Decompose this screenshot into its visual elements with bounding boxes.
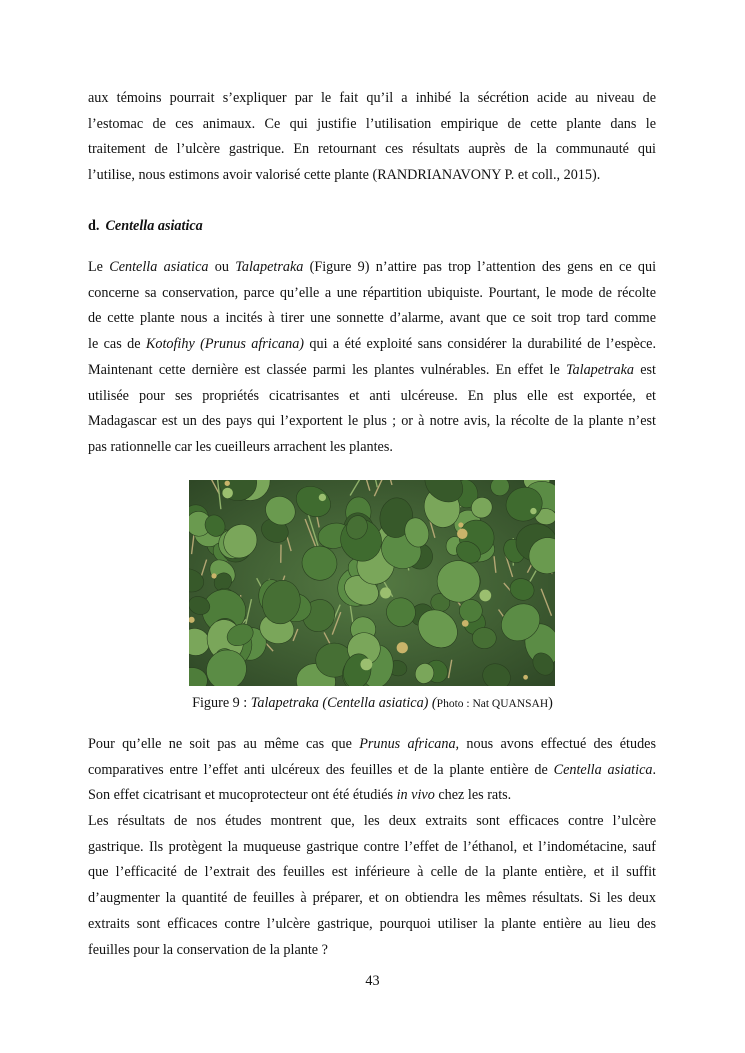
results-paragraph [88,809,656,963]
text-run: le cas de [88,336,146,353]
comparative-paragraph [88,732,656,809]
text-line: d’augmenter la quantité de feuilles à préparer, et on obtiendra les mêmes résultats. Si les deux [88,890,656,907]
text-line [88,783,656,809]
centella-photo [189,480,555,686]
text-line [88,758,656,784]
text-run: . [652,761,657,778]
caption-prefix: Figure 9 : [192,695,251,711]
leaf-illustration [189,480,555,686]
text-line: que l’efficacité de l’extrait des feuilles est inférieure à celle de la plante entière, et il suffit [88,864,656,881]
italic-run: Kotofihy (Prunus africana) [145,336,305,353]
text-run: Son effet cicatrisant et mucoprotecteur ont été étudiés [88,787,397,804]
section-letter: d. [88,218,100,234]
text-line: gastrique. Ils protègent la muqueuse gastrique contre l’effet de l’éthanol, et l’indométacine, sauf [88,838,656,855]
text-run: ou [208,259,236,275]
text-line: de cette plante nous a incités à tirer une sonnette d’alarme, avant que ce soit trop tard comme [88,310,656,327]
text-line: concerne sa conservation, parce qu’elle a une répartition ubiquiste. Pourtant, le mode de récolte [88,284,656,301]
text-run: chez les rats. [434,787,512,804]
text-line [88,732,656,758]
italic-run: in vivo [396,787,435,804]
leaf-highlight [457,529,467,539]
text-line: pas rationnelle car les cueilleurs arrachent les plantes. [88,438,393,455]
text-line [88,332,656,358]
text-run: est [634,361,656,378]
italic-run: Centella asiatica [109,259,209,275]
leaf-highlight [319,494,326,501]
leaf-highlight [530,508,536,514]
italic-run: Talapetraka [235,259,304,275]
leaf-highlight [222,488,233,499]
intro-paragraph [88,86,656,189]
text-line: l’estomac de ces animaux. Ce qui justifie l’utilisation empirique de cette plante dans le [88,115,656,132]
leaf-highlight [225,481,230,486]
leaf-highlight [397,642,408,653]
leaf-highlight [479,590,491,602]
text-run: comparatives entre l’effet anti ulcéreux des feuilles et de la plante entière de [88,761,554,778]
caption-title: Talapetraka (Centella asiatica) ( [250,695,437,711]
text-run: nous avons effectué des études [459,736,656,752]
italic-run: Centella asiatica [553,761,653,778]
figure-caption [0,692,745,715]
text-line: l’utilise, nous estimons avoir valorisé cette plante (RANDRIANAVONY P. et coll., 2015). [88,167,601,184]
centella-paragraph [88,255,656,461]
photo-credit: Photo : Nat QUANSAH [436,698,549,710]
text-line [88,255,656,281]
leaf-highlight [523,675,528,680]
italic-run: Talapetraka [565,361,635,378]
italic-run: Prunus africana, [359,736,460,752]
caption-close: ) [548,695,553,711]
leaf-highlight [462,620,469,627]
text-line: aux témoins pourrait s’expliquer par le fait qu’il a inhibé la sécrétion acide au niveau de [88,90,656,106]
leaf-highlight [380,587,391,598]
section-heading [88,214,203,239]
text-line: traitement de l’ulcère gastrique. En retournant ces résultats auprès de la communauté qui [88,141,656,158]
text-line: Madagascar est un des pays qui l’exportent le plus ; or à notre avis, la récolte de la plante n’est [88,413,656,430]
text-line: Les résultats de nos études montrent que, les deux extraits sont efficaces contre l’ulcère [88,813,656,829]
page-number: 43 [365,973,380,989]
text-line: extraits sont efficaces contre l’ulcère gastrique, pourquoi utiliser la plante entière au lieu des [88,915,656,932]
text-run: (Figure 9) n’attire pas trop l’attention des gens en ce qui [303,259,657,275]
text-line: feuilles pour la conservation de la plante ? [88,941,328,958]
leaf-highlight [458,522,463,527]
text-line [88,358,656,384]
text-run: Le [88,259,110,275]
text-line: utilisée pour ses propriétés cicatrisantes et anti ulcéreuse. En plus elle est exportée, et [88,387,656,404]
section-title: Centella asiatica [105,218,203,234]
text-run: Pour qu’elle ne soit pas au même cas que [88,736,360,752]
leaf-highlight [360,658,372,670]
text-run: Maintenant cette dernière est classée parmi les plantes vulnérables. En effet le [88,361,566,378]
text-run: qui a été exploité sans considérer la durabilité de l’espèce. [304,336,656,353]
leaf-highlight [211,573,216,578]
